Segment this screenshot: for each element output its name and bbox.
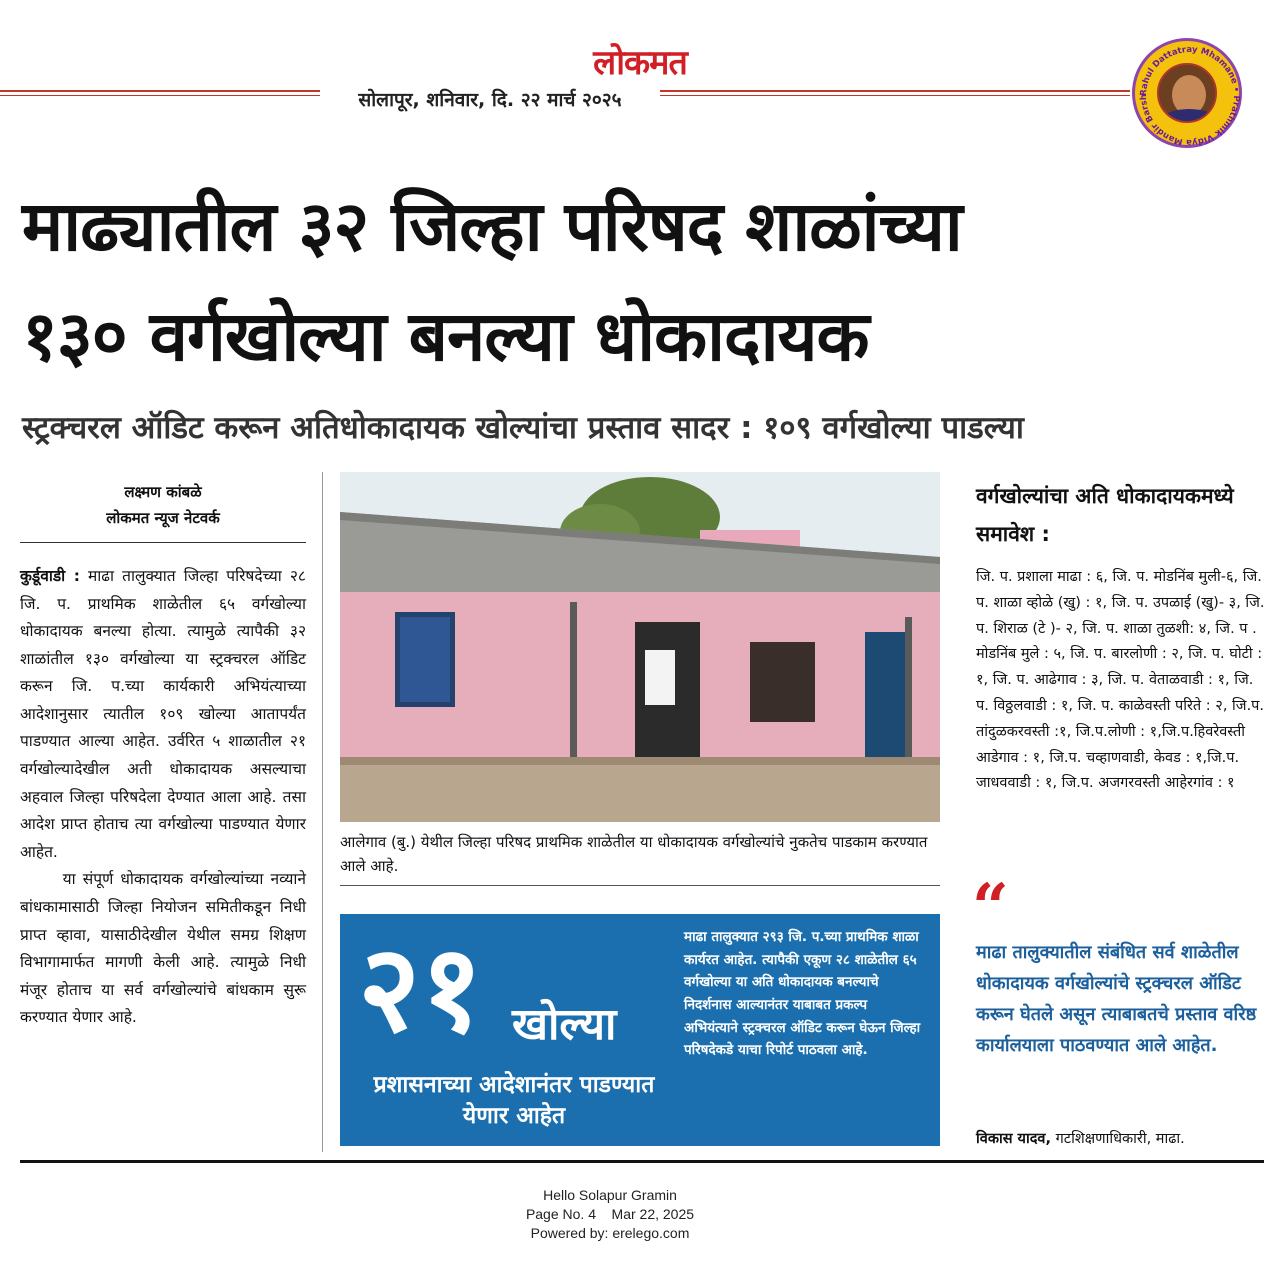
footer-page-date: Page No. 4 Mar 22, 2025 xyxy=(525,1205,695,1222)
headline-line-1: माढ्यातील ३२ जिल्हा परिषद शाळांच्या xyxy=(22,187,962,267)
footer-powered-by: Powered by: erelego.com xyxy=(530,1224,690,1241)
page-bottom-rule xyxy=(20,1160,1264,1163)
fact-number: २१ xyxy=(358,920,483,1059)
article-paragraph-2 xyxy=(20,866,306,1031)
byline-rule xyxy=(20,542,306,543)
article-paragraph-1-text: माढा तालुक्यात जिल्हा परिषदेच्या २८ जि. प. प्राथमिक शाळेतील ६५ वर्गखोल्या धोकादायक बनल्या होत्या. त्यामुळे त्यापैकी ३२ शाळांतील १३० वर्गखोल्या या स्ट्रक्चरल ऑडिट करून जि. प.च्या कार्यकारी अभियंत्याच्या आदेशानुसार त्यातील १०९ खोल्या आतापर्यंत पाडण्यात आल्या आहेत. उर्वरित ५ शाळातील २१ वर्गखोल्यादेखील अती धोकादायक असल्याचा अहवाल जिल्हा परिषदेला देण्यात आला आहे. तसा आदेश प्राप्त होताच त्या वर्गखोल्या पाडण्यात येणार आहेत. xyxy=(20,567,306,861)
quote-mark-icon: “ xyxy=(972,870,1009,945)
page-footer xyxy=(440,1186,780,1243)
article-paragraph-2-text: या संपूर्ण धोकादायक वर्गखोल्यांच्या नव्याने बांधकामासाठी जिल्हा नियोजन समितीकडून निधी प्राप्त व्हावा, यासाठीदेखील येथील समग्र शिक्षण विभागामार्फत मागणी केली आहे. त्यामुळे निधी मंजूर होताच या सर्व वर्गखोल्यांचे बांधकाम सुरू करण्यात येणार आहे. xyxy=(20,870,306,1027)
quote-attribution xyxy=(976,1128,1266,1148)
headline-line-2: १३० वर्गखोल्या बनल्या धोकादायक xyxy=(22,297,869,378)
pull-quote: माढा तालुक्यातील संबंधित सर्व शाळेतील धोकादायक वर्गखोल्यांचे स्ट्रक्चरल ऑडिट करून घेतले असून त्याबाबतचे प्रस्ताव वरिष्ठ कार्यालयाला पाठवण्यात आले आहेत. xyxy=(976,942,1257,1056)
article-paragraph-1 xyxy=(20,563,306,866)
fact-label: प्रशासनाच्या आदेशानंतर पाडण्यात येणार आहेत xyxy=(373,1072,655,1130)
quote-author-role: गटशिक्षणाधिकारी, माढा. xyxy=(1055,1131,1185,1147)
caption-rule xyxy=(340,885,940,886)
svg-text:Rahul Dattatray Mhamane • Prat: Rahul Dattatray Mhamane • Prathmik Vidya Mandir Barsh xyxy=(1138,44,1242,148)
photo-caption: आलेगाव (बु.) येथील जिल्हा परिषद प्राथमिक शाळेतील या धोकादायक वर्गखोल्यांचे नुकतेच पाडकाम करण्यात आले आहे. xyxy=(340,833,928,875)
fact-unit: खोल्या xyxy=(512,999,617,1050)
footer-edition: Hello Solapur Gramin xyxy=(543,1187,677,1203)
fact-side-text: माढा तालुक्यात २९३ जि. प.च्या प्राथमिक शाळा कार्यरत आहेत. त्यापैकी एकूण २८ शाळेतील ६५ वर्गखोल्या या अति धोकादायक बनल्याचे निदर्शनास आल्यानंतर याबाबत प्रकल्प अभियंत्याने स्ट्रक्चरल ऑडिट करून घेऊन जिल्हा परिषदेकडे याचा रिपोर्ट पाठवला आहे. xyxy=(684,929,921,1059)
headline xyxy=(22,172,1262,393)
dateline: सोलापूर, शनिवार, दि. २२ मार्च २०२५ xyxy=(320,86,660,112)
byline-agency: लोकमत न्यूज नेटवर्क xyxy=(106,508,220,527)
sidebar-list: जि. प. प्रशाला माढा : ६, जि. प. मोडनिंब मुली-६, जि. प. शाळा व्होळे (खु) : १, जि. प. उपळाई (खु)- ३, जि. प. शिराळ (टे )- २, जि. प. शाळा तुळशी: ४, जि. प . मोडनिंब मुले : ५, जि. प. बारलोणी : २, जि. प. घोटी : १, जि. प. आढेगाव : ३, जि. प. वेताळवाडी : १, जि. प. विठ्ठलवाडी : १, जि. प. काळेवस्ती परिते : २, जि.प. तांदुळकरवस्ती :१, जि.प.लोणी : १,जि.प.हिवरेवस्ती आडेगाव : १, जि.प. चव्हाणवाडी, केवड : १,जि.प. जाधववाडी : १, जि.प. अजगरवस्ती आहेरगांव : १ xyxy=(976,569,1265,792)
masthead xyxy=(0,38,1280,84)
quote-author-name: विकास यादव, xyxy=(976,1131,1051,1147)
article-body xyxy=(20,563,306,1032)
column-divider xyxy=(322,472,323,1152)
fact-box xyxy=(340,914,940,1146)
school-photo xyxy=(340,472,940,822)
byline-author: लक्ष्मण कांबळे xyxy=(124,483,202,501)
school-building-illustration xyxy=(340,472,940,822)
lokmat-logo: लोकमत xyxy=(593,43,687,83)
avatar-shirt xyxy=(1163,109,1215,123)
byline xyxy=(20,480,306,531)
avatar xyxy=(1157,63,1217,123)
article-dateline: कुर्डूवाडी : xyxy=(20,567,80,585)
subheadline: स्ट्रक्चरल ऑडिट करून अतिधोकादायक खोल्यांचा प्रस्ताव सादर : १०९ वर्गखोल्या पाडल्या xyxy=(22,410,1024,446)
profile-badge xyxy=(1132,38,1242,148)
sidebar-title: वर्गखोल्यांचा अति धोकादायकमध्ये समावेश : xyxy=(976,484,1234,546)
